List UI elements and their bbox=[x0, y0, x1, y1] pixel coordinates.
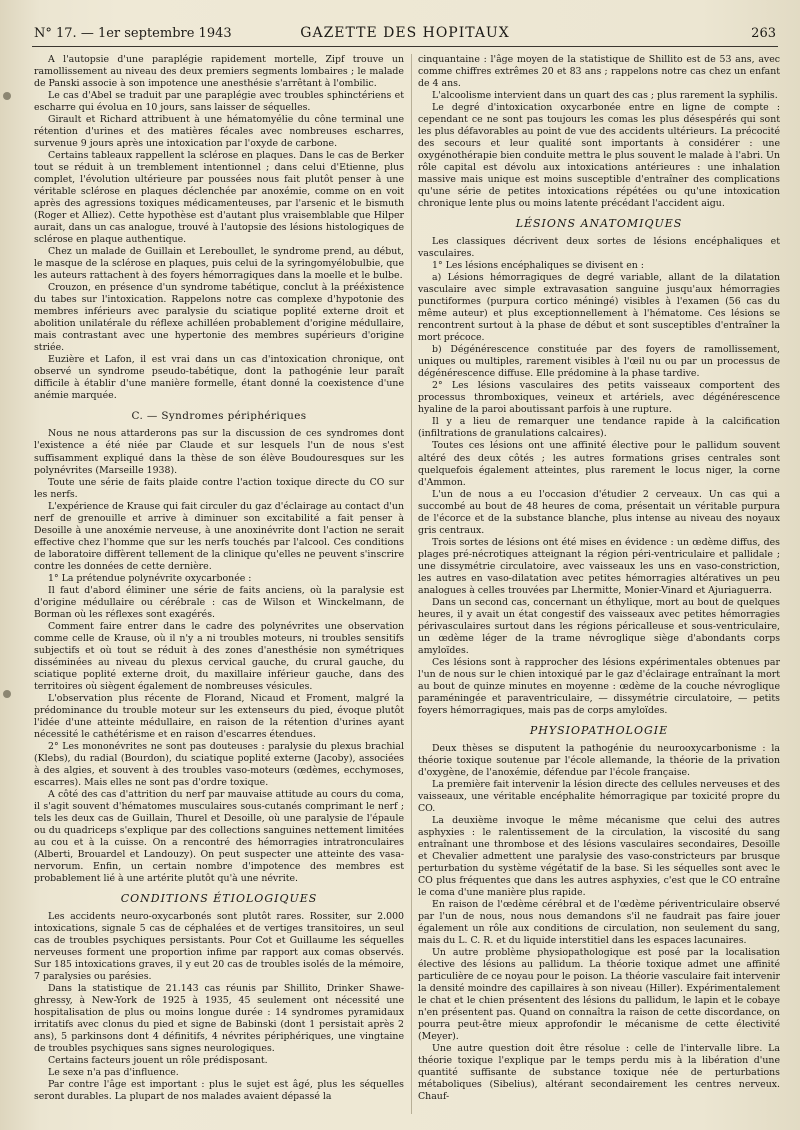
paragraph: A l'autopsie d'une paraplégie rapidement mortelle, Zipf trouve un ramollissement au niveau des deux premiers segments lombaires ; le malade de Panski associe à son impotence une anesthésie s'arrêtant à l'ombilic. bbox=[34, 54, 404, 90]
issue-date: N° 17. — 1er septembre 1943 bbox=[34, 26, 232, 41]
subsection-heading: C. — Syndromes périphériques bbox=[131, 410, 307, 423]
paragraph: L'alcoolisme intervient dans un quart des cas ; plus rarement la syphilis. bbox=[432, 90, 778, 102]
section-heading: PHYSIOPATHOLOGIE bbox=[529, 723, 669, 737]
paragraph: Ces lésions sont à rapprocher des lésions expérimentales obtenues par l'un de nous sur le chien intoxiqué par le gaz d'éclairage entraînant la mort au bout de quinze minutes en moyenne : œdème de la couche névroglique paraméningée et paraventriculaire, — dissymétrie circulatoire, — petits foyers hémorragiques, mais pas de corps amyloïdes. bbox=[418, 656, 780, 716]
page-number: 263 bbox=[751, 26, 776, 41]
section-heading: CONDITIONS ÉTIOLOGIQUES bbox=[120, 892, 318, 906]
paragraph: Dans un second cas, concernant un éthylique, mort au bout de quelques heures, il y avait un état congestif des vaisseaux avec petites hémorragies périvasculaires surtout dans les régions péricalleuse et sous-ventriculaire, un œdème léger de la trame névroglique siège d'abondants corps amyloïdes. bbox=[418, 596, 780, 656]
paragraph: Trois sortes de lésions ont été mises en évidence : un œdème diffus, des plages pré-nécrotiques atteignant la région péri-ventriculaire et pallidale ; une dissymétrie circulatoire, avec vaisseaux les uns en vaso-constriction, les autres en vaso-dilatation avec petites hémorragies altératives un peu analogues à celles trouvées par Lhermitte, Monier-Vinard et Ajuriaguerra. bbox=[418, 536, 780, 596]
paragraph: Nous ne nous attarderons pas sur la discussion de ces syndromes dont l'existence a été niée par Claude et sur lesquels l'un de nous s'est suffisamment expliqué dans la thèse de son élève Boudouresques sur les polynévrites (Marseille 1938). bbox=[34, 428, 404, 476]
binding-hole bbox=[3, 92, 11, 100]
paragraph: A côté des cas d'attrition du nerf par mauvaise attitude au cours du coma, il s'agit souvent d'hématomes musculaires sous-cutanés comprimant le nerf ; tels les deux cas de Guillain, Thurel et Desoille, où une paralysie de l'épaule ou du quadriceps s'explique par des collections sanguines nettement limitées au cou et à la cuisse. On a rencontré des hémorragies intratronculaires (Alberti, Brouardel et Landouzy). On peut suspecter une atteinte des vasa-nervorum. Enfin, un certain nombre d'impotence des membres est probablement lié à une artérite plutôt qu'à une névrite. bbox=[34, 788, 404, 885]
paragraph: Un autre problème physiopathologique est posé par la localisation élective des lésions au pallidum. La théorie toxique admet une affinité particulière de ce noyau pour le poison. La théorie vasculaire fait intervenir la densité moindre des capillaires à son niveau (Hiller). Expérimentalement le chat et le chien présentent des lésions du pallidum, le lapin et le cobaye n'en présentent pas. Quand on connaîtra la raison de cette discordance, on pourra peut-être mieux approfondir le mécanisme de cette électivité (Meyer). bbox=[418, 947, 780, 1043]
paragraph: Par contre l'âge est important : plus le sujet est âgé, plus les séquelles seront durables. La plupart de nos malades avaient dépassé la bbox=[34, 1079, 404, 1103]
paragraph: Le degré d'intoxication oxycarbonée entre en ligne de compte : cependant ce ne sont pas toujours les comas les plus désespérés qui sont les plus défavorables au point de vue des accidents ultérieurs. La précocité des secours et leur qualité sont importants à considérer : une oxygénothérapie bien conduite mettra le plus souvent le malade à l'abri. Un rôle capital est dévolu aux intoxications antérieures : une inhalation massive mais unique est moins susceptible d'entraîner des complications qu'une série de petites intoxications répétées ou qu'une intoxication chronique lente plus ou moins latente précédant l'accident aigu. bbox=[418, 102, 780, 210]
paragraph: Les accidents neuro-oxycarbonés sont plutôt rares. Rossiter, sur 2.000 intoxications, signale 5 cas de céphalées et de vertiges transitoires, un seul cas de troubles psychiques persistants. Pour Cot et Guillaume les séquelles nerveuses forment une proportion infime par rapport aux comas observés. Sur 185 intoxications graves, il y eut 20 cas de troubles isolés de la mémoire, 7 paralysies ou parésies. bbox=[34, 911, 404, 983]
paragraph: Deux thèses se disputent la pathogénie du neurooxycarbonisme : la théorie toxique soutenue par l'école allemande, la théorie de la privation d'oxygène, de l'anoxémie, défendue par l'école française. bbox=[418, 742, 780, 778]
paragraph: a) Lésions hémorragiques de degré variable, allant de la dilatation vasculaire avec simple extravasation sanguine jusqu'aux hémorragies punctiformes (purpura cortico méningé) visibles à l'examen (56 cas du même auteur) et plus exceptionnellement à l'hématome. Ces lésions se rencontrent surtout à la phase de début et sont susceptibles d'entraîner la mort précoce. bbox=[418, 272, 780, 344]
binding-hole bbox=[3, 690, 11, 698]
paragraph: Certains facteurs jouent un rôle prédisposant. bbox=[48, 1055, 268, 1067]
paragraph: 2° Les lésions vasculaires des petits vaisseaux comportent des processus thromboxiques, veineux et artériels, avec dégénérescence hyaline de la paroi aboutissant parfois à une rupture. bbox=[418, 380, 780, 416]
paragraph: L'un de nous a eu l'occasion d'étudier 2 cerveaux. Un cas qui a succombé au bout de 48 heures de coma, présentait un véritable purpura de l'écorce et de la substance blanche, plus intense au niveau des noyaux gris centraux. bbox=[418, 488, 780, 536]
right-column bbox=[418, 54, 780, 1103]
paragraph: Il faut d'abord éliminer une série de faits anciens, où la paralysie est d'origine médullaire ou cérébrale : cas de Wilson et Winckelmann, de Borman où les réflexes sont exagérés. bbox=[34, 584, 404, 620]
paragraph: La première fait intervenir la lésion directe des cellules nerveuses et des vaisseaux, une véritable encéphalite hémorragique par toxicité propre du CO. bbox=[418, 778, 780, 814]
paragraph: b) Dégénérescence constituée par des foyers de ramollissement, uniques ou multiples, rarement visibles à l'œil nu ou par un processus de dégénérescence diffuse. Elle prédomine à la phase tardive. bbox=[418, 344, 780, 380]
paragraph: L'observation plus récente de Florand, Nicaud et Froment, malgré la prédominance du trouble moteur sur les extenseurs du pied, évoque plutôt l'idée d'une atteinte médullaire, en raison de la rétention d'urines ayant nécessité le cathétérisme et en raison d'escarres étendues. bbox=[34, 692, 404, 740]
section-heading: LÉSIONS ANATOMIQUES bbox=[515, 217, 683, 231]
running-header bbox=[32, 22, 778, 47]
journal-title: GAZETTE DES HOPITAUX bbox=[300, 25, 510, 41]
paragraph: Toutes ces lésions ont une affinité élective pour le pallidum souvent altéré des deux côtés ; les autres formations grises centrales sont quelquefois également atteintes, plus rarement le locus niger, la corne d'Ammon. bbox=[418, 440, 780, 488]
paragraph: Le sexe n'a pas d'influence. bbox=[48, 1067, 179, 1079]
paragraph: Dans la statistique de 21.143 cas réunis par Shillito, Drinker Shawe-ghressy, à New-York de 1925 à 1935, 45 seulement ont nécessité une hospitalisation de plus ou moins longue durée : 14 syndromes pyramidaux irritatifs avec clonus du pied et signe de Babinski (dont 1 persistait après 2 ans), 5 parkinsons dont 4 définitifs, 4 névrites périphériques, une vingtaine de troubles psychiques sans signes neurologiques. bbox=[34, 983, 404, 1055]
paragraph: En raison de l'œdème cérébral et de l'œdème périventriculaire observé par l'un de nous, nous nous demandons s'il ne faudrait pas faire jouer également un rôle aux conditions de circulation, non seulement du sang, mais du L. C. R. et du liquide interstitiel dans les espaces lacunaires. bbox=[418, 899, 780, 947]
paragraph: Crouzon, en présence d'un syndrome tabétique, conclut à la prééxistence du tabes sur l'intoxication. Rappelons notre cas complexe d'hypotonie des membres inférieurs avec paralysie du sciatique poplité externe droit et abolition unilatérale du réflexe achilléen probablement d'origine médullaire, mais contrastant avec une hypertonie des membres supérieurs d'origine striée. bbox=[34, 282, 404, 354]
paragraph: Girault et Richard attribuent à une hématomyélie du cône terminal une rétention d'urines et des matières fécales avec nombreuses escharres, survenue 9 jours après une intoxication par l'oxyde de carbone. bbox=[34, 114, 404, 150]
paragraph: L'expérience de Krause qui fait circuler du gaz d'éclairage au contact d'un nerf de grenouille et arrive à diminuer son excitabilité a fait penser à Desoille à une anoxémie nerveuse, à une anoxinévrite dont l'action ne serait effective chez l'homme que sur les nerfs touchés par l'alcool. Ces conditions de laboratoire diffèrent tellement de la clinique qu'elles ne peuvent s'inscrire contre les données de cette dernière. bbox=[34, 500, 404, 572]
paragraph: Certains tableaux rappellent la sclérose en plaques. Dans le cas de Berker tout se réduit à un tremblement intentionnel ; dans celui d'Etienne, plus complet, l'évolution ultérieure par poussées nous fait plutôt penser à une véritable sclérose en plaques déclenchée par anoxémie, comme on en voit après des agressions toxiques médicamenteuses, par l'arsenic et le bismuth (Roger et Alliez). Cette hypothèse est d'autant plus vraisemblable que Hilper aurait, dans un cas analogue, trouvé à l'autopsie des lésions histologiques de sclérose en plaque authentique. bbox=[34, 150, 404, 246]
paragraph: 2° Les mononévrites ne sont pas douteuses : paralysie du plexus brachial (Klebs), du radial (Bourdon), du sciatique poplité externe (Jacoby), associées à des algies, et souvent à des troubles vaso-moteurs (œdèmes, ecchymoses, escarres). Mais elles ne sont pas d'ordre toxique. bbox=[34, 740, 404, 788]
paragraph: Les classiques décrivent deux sortes de lésions encéphaliques et vasculaires. bbox=[418, 236, 780, 260]
paragraph: cinquantaine : l'âge moyen de la statistique de Shillito est de 53 ans, avec comme chiffres extrêmes 20 et 83 ans ; rappelons notre cas chez un enfant de 4 ans. bbox=[418, 54, 780, 90]
paragraph: Comment faire entrer dans le cadre des polynévrites une observation comme celle de Krause, où il n'y a ni troubles moteurs, ni troubles sensitifs subjectifs et où tout se réduit à des zones d'anesthésie non symétriques disséminées au niveau du plexus cervical gauche, du crural gauche, du sciatique poplité externe droit, du maxillaire inférieur gauche, dans des territoires où siègent également de nombreuses vésicules. bbox=[34, 620, 404, 692]
paragraph: 1° La prétendue polynévrite oxycarbonée : bbox=[48, 572, 252, 584]
paragraph: La deuxième invoque le même mécanisme que celui des autres asphyxies : le ralentissement de la circulation, la viscosité du sang entraînant une thrombose et des lésions vasculaires secondaires, Desoille et Chevalier admettent une paralysie des vaso-constricteurs par brusque perturbation du système végétatif de la base. Si les séquelles sont avec le CO plus fréquentes que dans les autres asphyxies, c'est que le CO entraîne le coma d'une manière plus rapide. bbox=[418, 814, 780, 899]
paragraph: Euzière et Lafon, il est vrai dans un cas d'intoxication chronique, ont observé un syndrome pseudo-tabétique, dont la pathogénie leur paraît difficile à établir d'une manière formelle, étant donné la coexistence d'une anémie marquée. bbox=[34, 354, 404, 402]
column-separator bbox=[411, 54, 412, 1114]
paragraph: 1° Les lésions encéphaliques se divisent en : bbox=[432, 260, 644, 272]
paragraph: Il y a lieu de remarquer une tendance rapide à la calcification (infiltrations de granulations calcaires). bbox=[418, 416, 780, 440]
left-column bbox=[34, 54, 404, 1103]
paragraph: Le cas d'Abel se traduit par une paraplégie avec troubles sphinctériens et escharre qui évolua en 10 jours, sans laisser de séquelles. bbox=[34, 90, 404, 114]
paragraph: Toute une série de faits plaide contre l'action toxique directe du CO sur les nerfs. bbox=[34, 476, 404, 500]
paragraph: Une autre question doit être résolue : celle de l'intervalle libre. La théorie toxique l'explique par le temps perdu mis à la libération d'une quantité suffisante de substance toxique née de perturbations métaboliques (Sibelius), altérant secondairement les centres nerveux. Chauf- bbox=[418, 1043, 780, 1103]
paragraph: Chez un malade de Guillain et Lereboullet, le syndrome prend, au début, le masque de la sclérose en plaques, puis celui de la syringomyélobulbie, que les auteurs rattachent à des foyers hémorragiques dans la moelle et le bulbe. bbox=[34, 246, 404, 282]
